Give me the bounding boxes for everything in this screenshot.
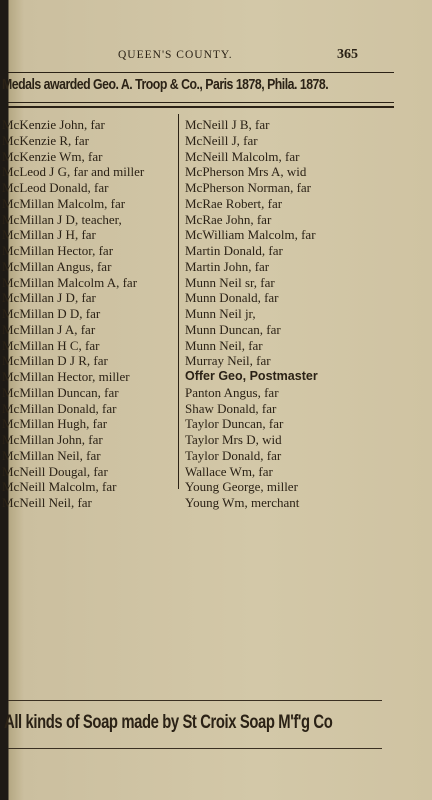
list-item: McMillan J H, far	[2, 227, 96, 243]
list-item: McRae John, far	[185, 211, 272, 227]
list-item: McNeill Dougal, far	[2, 463, 108, 479]
list-item: Taylor Duncan, far	[185, 416, 284, 432]
list-item: McNeill J B, far	[185, 117, 270, 132]
list-item: Young Wm, merchant	[185, 495, 300, 510]
list-item: McKenzie John, far	[2, 117, 105, 132]
list-item: Taylor Mrs D, wid	[185, 432, 282, 447]
list-item: McMillan H C, far	[2, 337, 100, 353]
list-item: McMillan Duncan, far	[2, 384, 119, 400]
list-item: Munn Neil jr,	[185, 306, 256, 321]
list-item: McKenzie Wm, far	[2, 148, 103, 164]
list-item: McLeod Donald, far	[2, 180, 109, 195]
list-item: McMillan John, far	[2, 432, 103, 447]
list-item: McMillan Malcolm A, far	[2, 274, 138, 290]
list-item: McNeill Neil, far	[2, 495, 92, 510]
banner-rule-top	[8, 72, 394, 73]
list-item: McMillan J A, far	[2, 321, 96, 337]
banner-rule-double	[8, 106, 394, 108]
list-item: Munn Duncan, far	[185, 321, 281, 337]
list-item: McMillan D D, far	[2, 306, 101, 321]
footer-rule-top	[8, 700, 382, 701]
list-item: McNeill J, far	[185, 132, 258, 148]
list-item: Martin John, far	[185, 258, 270, 274]
list-item: Martin Donald, far	[185, 243, 283, 258]
footer-advertisement: All kinds of Soap made by St Croix Soap M'f'g Co	[4, 712, 333, 733]
footer-rule-bottom	[8, 748, 382, 749]
list-item: Munn Neil sr, far	[185, 274, 275, 290]
list-item: Young George, miller	[185, 479, 298, 495]
list-item: McRae Robert, far	[185, 195, 283, 211]
left-column	[2, 117, 178, 511]
list-item: Munn Neil, far	[185, 337, 263, 353]
list-item: Taylor Donald, far	[185, 447, 282, 463]
list-item: McLeod J G, far and miller	[2, 164, 145, 180]
list-item: McWilliam Malcolm, far	[185, 227, 316, 243]
banner-rule-bottom	[8, 102, 394, 103]
list-item: McMillan J D, far	[2, 290, 96, 306]
running-head: QUEEN'S COUNTY.	[118, 49, 233, 61]
list-item: McMillan Hector, miller	[2, 369, 130, 384]
list-item: McPherson Norman, far	[185, 180, 311, 195]
list-item: McMillan Malcolm, far	[2, 195, 126, 211]
list-item: Murray Neil, far	[185, 353, 271, 369]
right-column	[185, 117, 385, 511]
page-header	[0, 49, 432, 69]
list-item: McMillan Donald, far	[2, 400, 117, 416]
list-item: McNeill Malcolm, far	[185, 148, 300, 164]
list-item: McMillan Hector, far	[2, 243, 114, 258]
list-item: McMillan Angus, far	[2, 258, 112, 274]
page-number: 365	[337, 47, 358, 62]
list-item: McNeill Malcolm, far	[2, 479, 117, 495]
list-item: Shaw Donald, far	[185, 400, 277, 416]
column-divider	[178, 114, 179, 489]
list-item: McKenzie R, far	[2, 132, 89, 148]
list-item: McMillan D J R, far	[2, 353, 108, 369]
list-item-postmaster: Offer Geo, Postmaster	[185, 369, 318, 383]
list-item: Panton Angus, far	[185, 384, 279, 400]
list-item: McMillan Neil, far	[2, 447, 101, 463]
list-item: McMillan J D, teacher,	[2, 211, 122, 227]
list-item: Munn Donald, far	[185, 290, 279, 306]
list-item: Wallace Wm, far	[185, 463, 273, 479]
list-item: McPherson Mrs A, wid	[185, 164, 307, 180]
list-item: McMillan Hugh, far	[2, 416, 108, 432]
advertising-banner: Medals awarded Geo. A. Troop & Co., Paris 1878, Phila. 1878.	[2, 76, 329, 93]
